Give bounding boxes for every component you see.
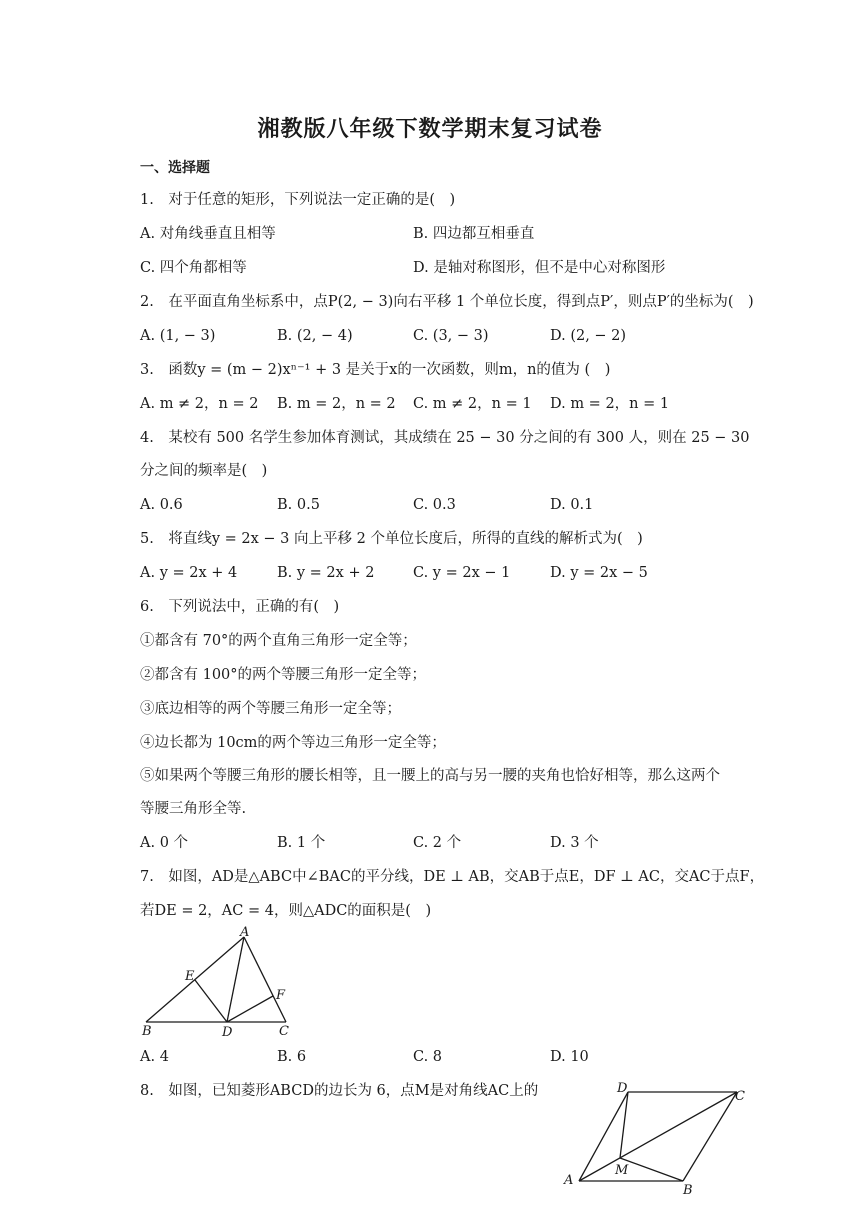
q4-option-a: A. 0.6 (140, 497, 183, 513)
q2-option-d: D. (2, − 2) (550, 328, 627, 344)
q1-option-c: C. 四个角都相等 (140, 260, 247, 276)
q6-statement-3: ③底边相等的两个等腰三角形一定全等； (140, 701, 401, 717)
question-2-stem: 2. 在平面直角坐标系中，点P(2, − 3)向右平移 1 个单位长度，得到点P′，则点P′的坐标为( ) (140, 294, 754, 310)
q5-option-b: B. y = 2x + 2 (277, 565, 375, 581)
q7-option-d: D. 10 (550, 1049, 589, 1065)
question-7-stem-line-1: 7. 如图，AD是△ABC中∠BAC的平分线，DE ⊥ AB，交AB于点E，DF ⊥ AC，交AC于点F， (140, 869, 765, 885)
diagonal-ac (579, 1092, 737, 1181)
q1-option-b: B. 四边都互相垂直 (413, 226, 535, 242)
label-c: C (735, 1089, 745, 1104)
q2-option-a: A. (1, − 3) (140, 328, 216, 344)
segment-de (195, 980, 227, 1022)
label-a: A (240, 925, 250, 940)
question-5-stem: 5. 将直线y = 2x − 3 向上平移 2 个单位长度后，所得的直线的解析式为( ) (140, 531, 643, 547)
q7-option-b: B. 6 (277, 1049, 307, 1065)
label-d: D (617, 1081, 628, 1096)
question-8-stem: 8. 如图，已知菱形ABCD的边长为 6，点M是对角线AC上的 (140, 1083, 539, 1099)
page-title: 湘教版八年级下数学期末复习试卷 (257, 117, 603, 142)
label-d: D (222, 1025, 233, 1040)
label-b: B (683, 1183, 693, 1198)
label-m: M (615, 1163, 629, 1178)
question-4-stem-line-1: 4. 某校有 500 名学生参加体育测试，其成绩在 25 − 30 分之间的有 300 人，则在 25 − 30 (140, 430, 750, 446)
section-heading: 一、选择题 (140, 160, 210, 176)
q3-option-b: B. m = 2，n = 2 (277, 396, 396, 412)
q1-option-d: D. 是轴对称图形，但不是中心对称图形 (413, 260, 666, 276)
label-a: A (564, 1173, 574, 1188)
q4-option-b: B. 0.5 (277, 497, 320, 513)
question-3-stem: 3. 函数y = (m − 2)xⁿ⁻¹ + 3 是关于x的一次函数，则m，n的值为 ( ) (140, 362, 611, 378)
rhombus-figure-q8 (555, 1080, 755, 1198)
q2-option-b: B. (2, − 4) (277, 328, 353, 344)
q6-option-c: C. 2 个 (413, 835, 462, 851)
q6-statement-5-cont: 等腰三角形全等. (140, 801, 247, 817)
label-b: B (142, 1024, 152, 1039)
q6-option-b: B. 1 个 (277, 835, 326, 851)
segment-dm (620, 1092, 628, 1158)
q6-option-a: A. 0 个 (140, 835, 189, 851)
segment-mb (620, 1158, 683, 1181)
segment-bc (683, 1092, 737, 1181)
q6-statement-1: ①都含有 70°的两个直角三角形一定全等； (140, 633, 417, 649)
label-f: F (276, 988, 286, 1003)
q3-option-c: C. m ≠ 2，n = 1 (413, 396, 532, 412)
question-4-stem-line-2: 分之间的频率是( ) (140, 463, 268, 479)
segment-df (227, 996, 273, 1022)
q3-option-d: D. m = 2，n = 1 (550, 396, 670, 412)
label-e: E (185, 969, 195, 984)
q7-option-c: C. 8 (413, 1049, 443, 1065)
q2-option-c: C. (3, − 3) (413, 328, 489, 344)
q6-statement-4: ④边长都为 10cm的两个等边三角形一定全等； (140, 735, 446, 751)
q1-option-a: A. 对角线垂直且相等 (140, 226, 276, 242)
question-1-stem: 1. 对于任意的矩形，下列说法一定正确的是( ) (140, 192, 456, 208)
q6-option-d: D. 3 个 (550, 835, 599, 851)
q6-statement-2: ②都含有 100°的两个等腰三角形一定全等； (140, 667, 427, 683)
question-7-stem-line-2: 若DE = 2，AC = 4，则△ADC的面积是( ) (140, 903, 432, 919)
q5-option-d: D. y = 2x − 5 (550, 565, 648, 581)
question-6-stem: 6. 下列说法中，正确的有( ) (140, 599, 340, 615)
label-c: C (279, 1024, 289, 1039)
q5-option-a: A. y = 2x + 4 (140, 565, 238, 581)
q5-option-c: C. y = 2x − 1 (413, 565, 511, 581)
triangle-figure-q7 (140, 925, 310, 1040)
q7-option-a: A. 4 (140, 1049, 169, 1065)
q3-option-a: A. m ≠ 2，n = 2 (140, 396, 259, 412)
q4-option-c: C. 0.3 (413, 497, 456, 513)
q6-statement-5: ⑤如果两个等腰三角形的腰长相等，且一腰上的高与另一腰的夹角也恰好相等，那么这两个 (140, 768, 720, 784)
q4-option-d: D. 0.1 (550, 497, 594, 513)
